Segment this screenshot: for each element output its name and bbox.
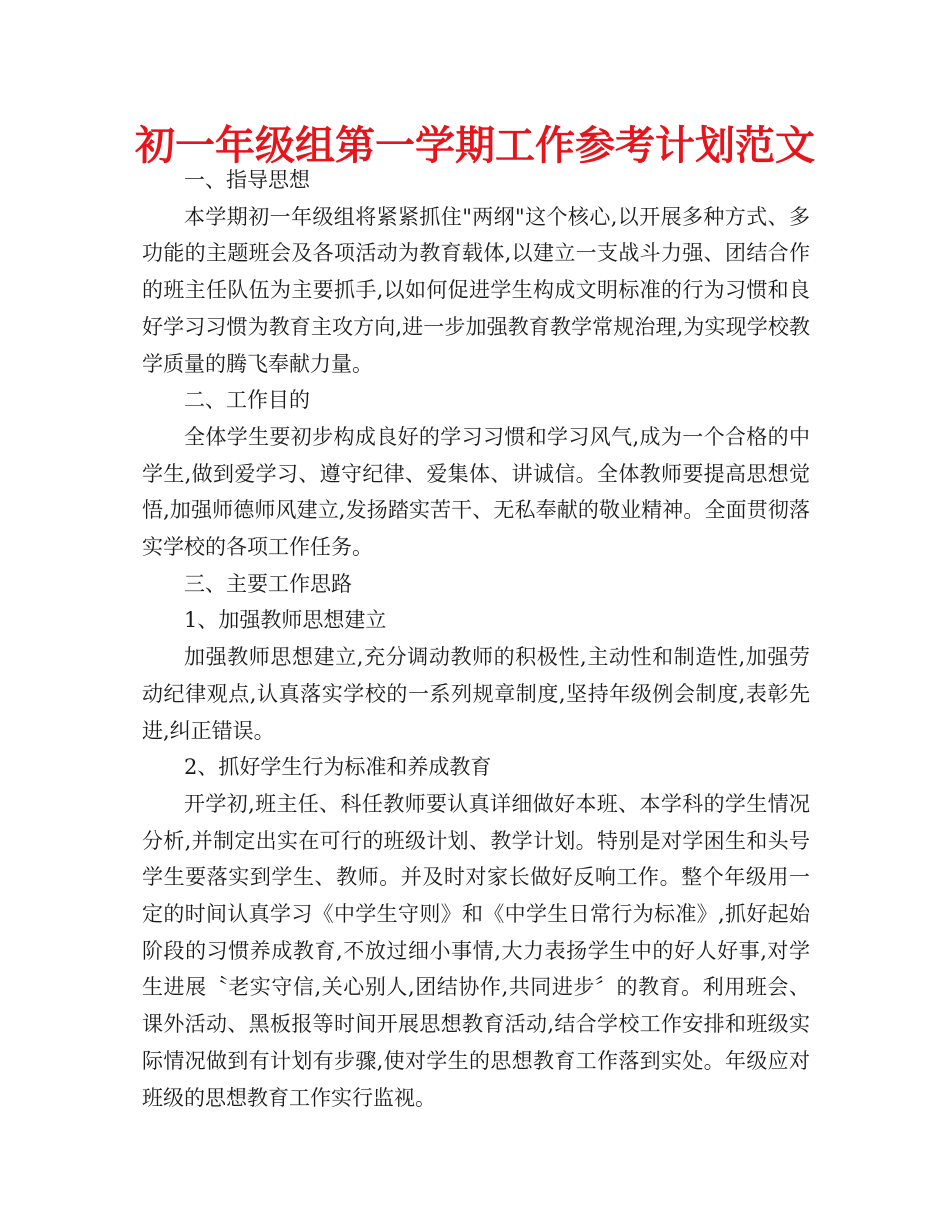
document-body	[142, 162, 810, 1116]
paragraph-guiding-ideology: 本学期初一年级组将紧紧抓住"两纲"这个核心,以开展多种方式、多功能的主题班会及各项活动为教育载体,以建立一支战斗力强、团结合作的班主任队伍为主要抓手,以如何促进学生构成文明标准的行为习惯和良好学习习惯为教育主攻方向,进一步加强教育教学常规治理,为实现学校教学质量的腾飞奉献力量。	[142, 204, 810, 376]
document-title: 初一年级组第一学期工作参考计划范文	[135, 123, 815, 169]
section-heading-guiding-ideology: 一、指导思想	[184, 168, 310, 192]
subheading-teacher-ideology: 1、加强教师思想建立	[184, 608, 387, 633]
paragraph-work-goals: 全体学生要初步构成良好的学习习惯和学习风气,成为一个合格的中学生,做到爱学习、遵守纪律、爱集体、讲诚信。全体教师要提高思想觉悟,加强师德师风建立,发扬踏实苦干、无私奉献的敬业精神。全面贯彻落实学校的各项工作任务。	[142, 424, 810, 560]
section-heading-work-goals: 二、工作目的	[184, 388, 310, 413]
section-heading-main-ideas: 三、主要工作思路	[184, 571, 352, 596]
paragraph-teacher-ideology: 加强教师思想建立,充分调动教师的积极性,主动性和制造性,加强劳动纪律观点,认真落实学校的一系列规章制度,坚持年级例会制度,表彰先进,纠正错误。	[142, 645, 810, 743]
paragraph-student-behavior: 开学初,班主任、科任教师要认真详细做好本班、本学科的学生情况分析,并制定出实在可行的班级计划、教学计划。特别是对学困生和头号学生要落实到学生、教师。并及时对家长做好反响工作。整个年级用一定的时间认真学习《中学生守则》和《中学生日常行为标准》,抓好起始阶段的习惯养成教育,不放过细小事情,大力表扬学生中的好人好事,对学生进展〝老实守信,关心别人,团结协作,共同进步〞的教育。利用班会、课外活动、黑板报等时间开展思想教育活动,结合学校工作安排和班级实际情况做到有计划有步骤,使对学生的思想教育工作落到实处。年级应对班级的思想教育工作实行监视。	[142, 791, 810, 1110]
subheading-student-behavior: 2、抓好学生行为标准和养成教育	[184, 755, 492, 780]
